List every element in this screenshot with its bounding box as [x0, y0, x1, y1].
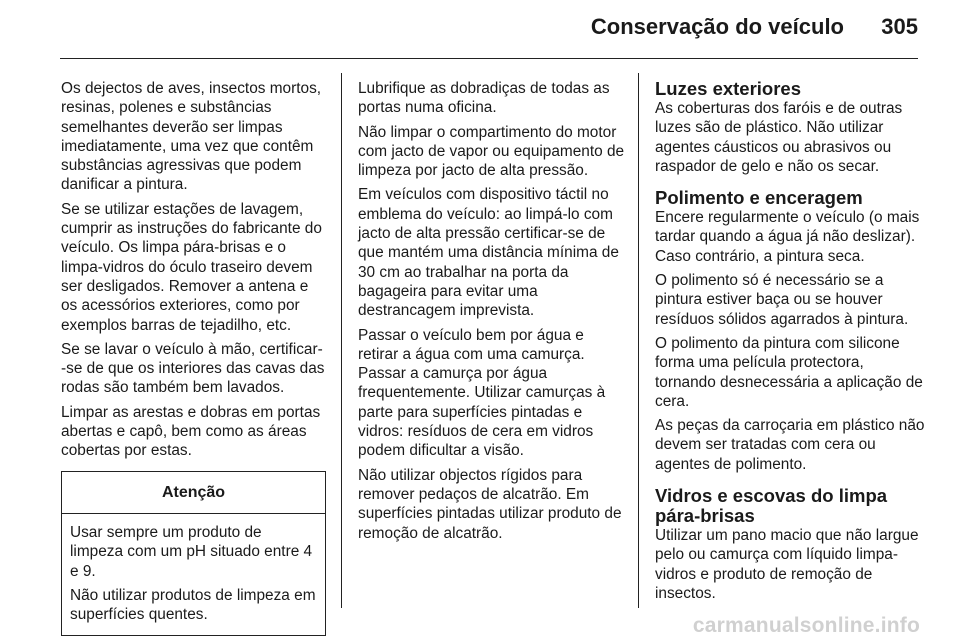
caution-box [61, 471, 326, 637]
paragraph: Se se utilizar estações de lavagem, cumprir as instruções do fabricante do veículo. Os limpa pára-brisas e o limpa-vidros do óculo traseiro devem ser desligados. Remover a antena e os acessórios exteriores, como por exemplos barras de tejadilho, etc. [61, 200, 322, 334]
paragraph: O polimento da pintura com silicone forma uma película protectora, tornando desnecessária a aplicação de cera. [655, 334, 923, 410]
paragraph: Limpar as arestas e dobras em portas abertas e capô, bem como as áreas cobertas por estas. [61, 403, 321, 460]
paragraph: As coberturas dos faróis e de outras luzes são de plástico. Não utilizar agentes cáusticos ou abrasivos ou raspador de gelo e não os secar. [655, 100, 903, 175]
column-3 [655, 79, 927, 608]
column-divider-1 [341, 73, 342, 608]
caution-paragraph: Não utilizar produtos de limpeza em superfícies quentes. [70, 586, 316, 624]
paragraph: O polimento só é necessário se a pintura estiver baça ou se houver resíduos sólidos agarrados à pintura. [655, 272, 909, 328]
paragraph: As peças da carroçaria em plástico não devem ser tratadas com cera ou agentes de polimento. [655, 417, 925, 473]
caution-body [62, 514, 325, 635]
caution-title: Atenção [62, 472, 325, 514]
paragraph: Utilizar um pano macio que não largue pelo ou camurça com líquido limpa-vidros e produto de remoção de insectos. [655, 527, 919, 602]
paragraph: Se se lavar o veículo à mão, certificar--se de que os interiores das cavas das rodas são também bem lavados. [61, 340, 325, 397]
section-heading-exterior-lights: Luzes exteriores [655, 78, 802, 99]
paragraph: Não limpar o compartimento do motor com jacto de vapor ou equipamento de limpeza por jacto de alta pressão. [358, 123, 625, 180]
paragraph: Não utilizar objectos rígidos para remover pedaços de alcatrão. Em superfícies pintadas utilizar produto de remoção de alcatrão. [358, 466, 622, 542]
column-1 [61, 79, 326, 636]
paragraph: Lubrifique as dobradiças de todas as portas numa oficina. [358, 80, 610, 117]
caution-paragraph: Usar sempre um produto de limpeza com um pH situado entre 4 e 9. [70, 523, 313, 580]
column-divider-2 [638, 73, 639, 608]
paragraph: Encere regularmente o veículo (o mais tardar quando a água já não deslizar). Caso contrário, a pintura seca. [655, 209, 920, 265]
watermark: carmanualsonline.info [692, 614, 920, 637]
section-heading-glass-wipers: Vidros e escovas do limpa pára-brisas [655, 485, 888, 527]
header-divider [60, 58, 918, 59]
paragraph: Os dejectos de aves, insectos mortos, resinas, polenes e substâncias semelhantes deverão ser limpas imediatamente, uma vez que contêm substâncias agressivas que podem danificar a pintura. [61, 80, 322, 194]
column-2 [358, 79, 626, 548]
page-number: 305 [881, 14, 918, 39]
paragraph: Em veículos com dispositivo táctil no emblema do veículo: ao limpá-lo com jacto de alta pressão certificar-se de que mantém uma distância mínima de 30 cm ao trabalhar na porta da bagageira para evitar uma destrancagem imprevista. [358, 186, 619, 320]
paragraph: Passar o veículo bem por água e retirar a água com uma camurça. Passar a camurça por água frequentemente. Utilizar camurças à parte para superfícies pintadas e vidros: resíduos de cera em vidros podem dificultar a visão. [358, 326, 606, 460]
page-title: Conservação do veículo [590, 14, 844, 39]
section-heading-polishing: Polimento e enceragem [655, 187, 863, 209]
